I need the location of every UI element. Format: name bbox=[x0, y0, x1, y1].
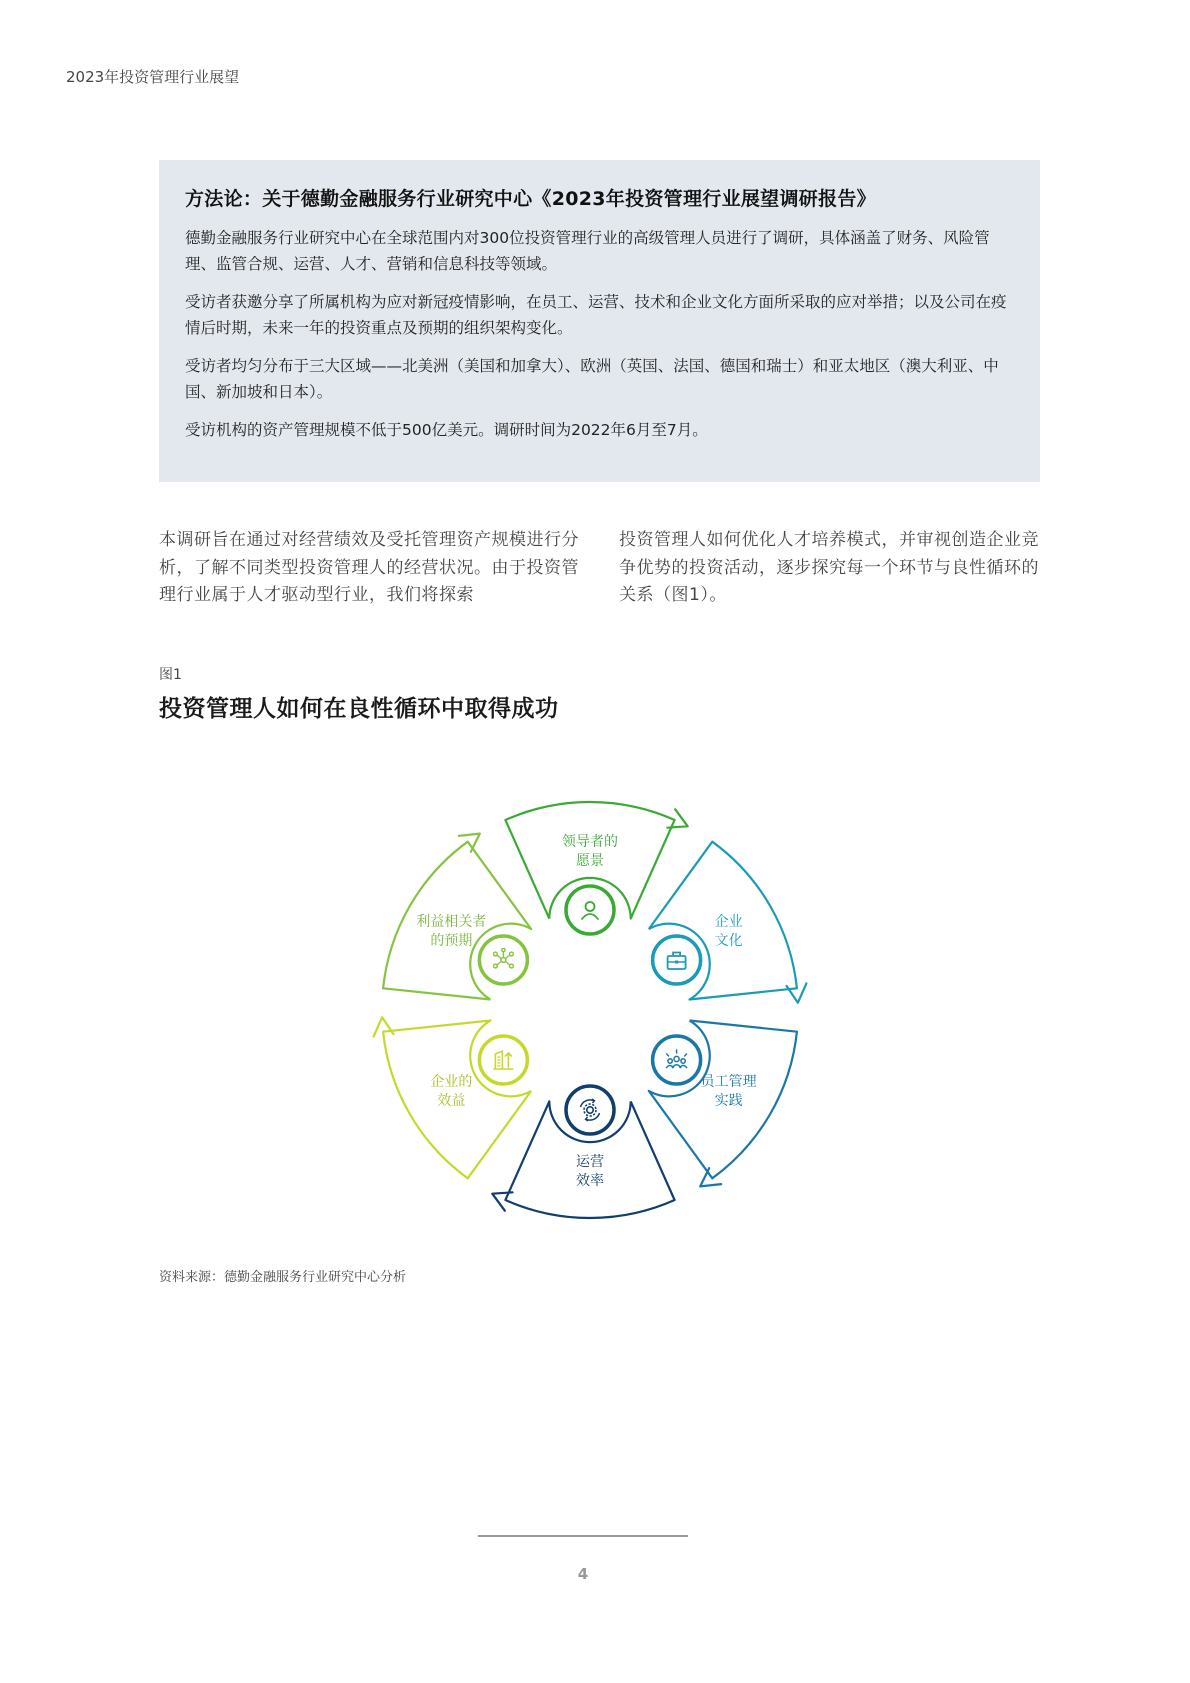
segment-label-line1: 员工管理 bbox=[700, 1074, 757, 1090]
figure-label: 图1 bbox=[159, 667, 182, 683]
segment-label-line1: 领导者的 bbox=[562, 834, 618, 850]
segment-label-line1: 企业的 bbox=[430, 1074, 473, 1090]
segment-label-line2: 效率 bbox=[576, 1173, 604, 1189]
segment-icon-circle bbox=[479, 936, 527, 984]
methodology-paragraph: 受访者均匀分布于三大区域——北美洲（美国和加拿大）、欧洲（英国、法国、德国和瑞士）和亚太地区（澳大利亚、中国、新加坡和日本）。 bbox=[185, 357, 999, 401]
cycle-segment bbox=[374, 1017, 532, 1178]
page-number: 4 bbox=[577, 1565, 589, 1583]
segment-icon-circle bbox=[566, 886, 614, 934]
methodology-title: 方法论：关于德勤金融服务行业研究中心《2023年投资管理行业展望调研报告》 bbox=[185, 188, 876, 210]
cycle-segment bbox=[649, 1021, 797, 1187]
methodology-paragraph: 受访机构的资产管理规模不低于500亿美元。调研时间为2022年6月至7月。 bbox=[185, 421, 708, 439]
methodology-paragraph: 德勤金融服务行业研究中心在全球范围内对300位投资管理行业的高级管理人员进行了调研，具体涵盖了财务、风险管理、监管合规、运营、人才、营销和信息科技等领域。 bbox=[185, 229, 990, 273]
segment-label-line2: 实践 bbox=[714, 1093, 743, 1109]
figure-source: 资料来源：德勤金融服务行业研究中心分析 bbox=[159, 1270, 407, 1285]
cycle-segments bbox=[374, 802, 807, 1218]
intro-left-column: 本调研旨在通过对经营绩效及受托管理资产规模进行分析，了解不同类型投资管理人的经营状况。由于投资管理行业属于人才驱动型行业，我们将探索 bbox=[159, 530, 579, 605]
cycle-segment bbox=[383, 834, 531, 1000]
intro-right-column: 投资管理人如何优化人才培养模式，并审视创造企业竞争优势的投资活动，逐步探究每一个环节与良性循环的关系（图1）。 bbox=[619, 530, 1039, 605]
footer-rule bbox=[478, 1535, 688, 1537]
segment-icon-circle bbox=[653, 936, 701, 984]
segment-label-line2: 的预期 bbox=[430, 933, 473, 949]
segment-label-line2: 效益 bbox=[437, 1093, 466, 1109]
virtuous-cycle-diagram bbox=[340, 760, 840, 1260]
segment-label-line1: 利益相关者 bbox=[416, 914, 487, 930]
methodology-box bbox=[159, 160, 1040, 482]
segment-icon-circle bbox=[566, 1086, 614, 1134]
segment-label-line1: 企业 bbox=[714, 914, 743, 930]
segment-icon-circle bbox=[479, 1036, 527, 1084]
segment-label-line2: 愿景 bbox=[576, 853, 604, 869]
running-header: 2023年投资管理行业展望 bbox=[66, 68, 240, 86]
segment-label-line2: 文化 bbox=[714, 933, 743, 949]
segment-label-line1: 运营 bbox=[576, 1154, 604, 1170]
cycle-segment bbox=[649, 842, 807, 1003]
figure-title: 投资管理人如何在良性循环中取得成功 bbox=[159, 696, 559, 722]
methodology-paragraph: 受访者获邀分享了所属机构为应对新冠疫情影响，在员工、运营、技术和企业文化方面所采取的应对举措；以及公司在疫情后时期，未来一年的投资重点及预期的组织架构变化。 bbox=[185, 293, 1007, 337]
intro-columns bbox=[159, 527, 1039, 610]
segment-icon-circle bbox=[653, 1036, 701, 1084]
